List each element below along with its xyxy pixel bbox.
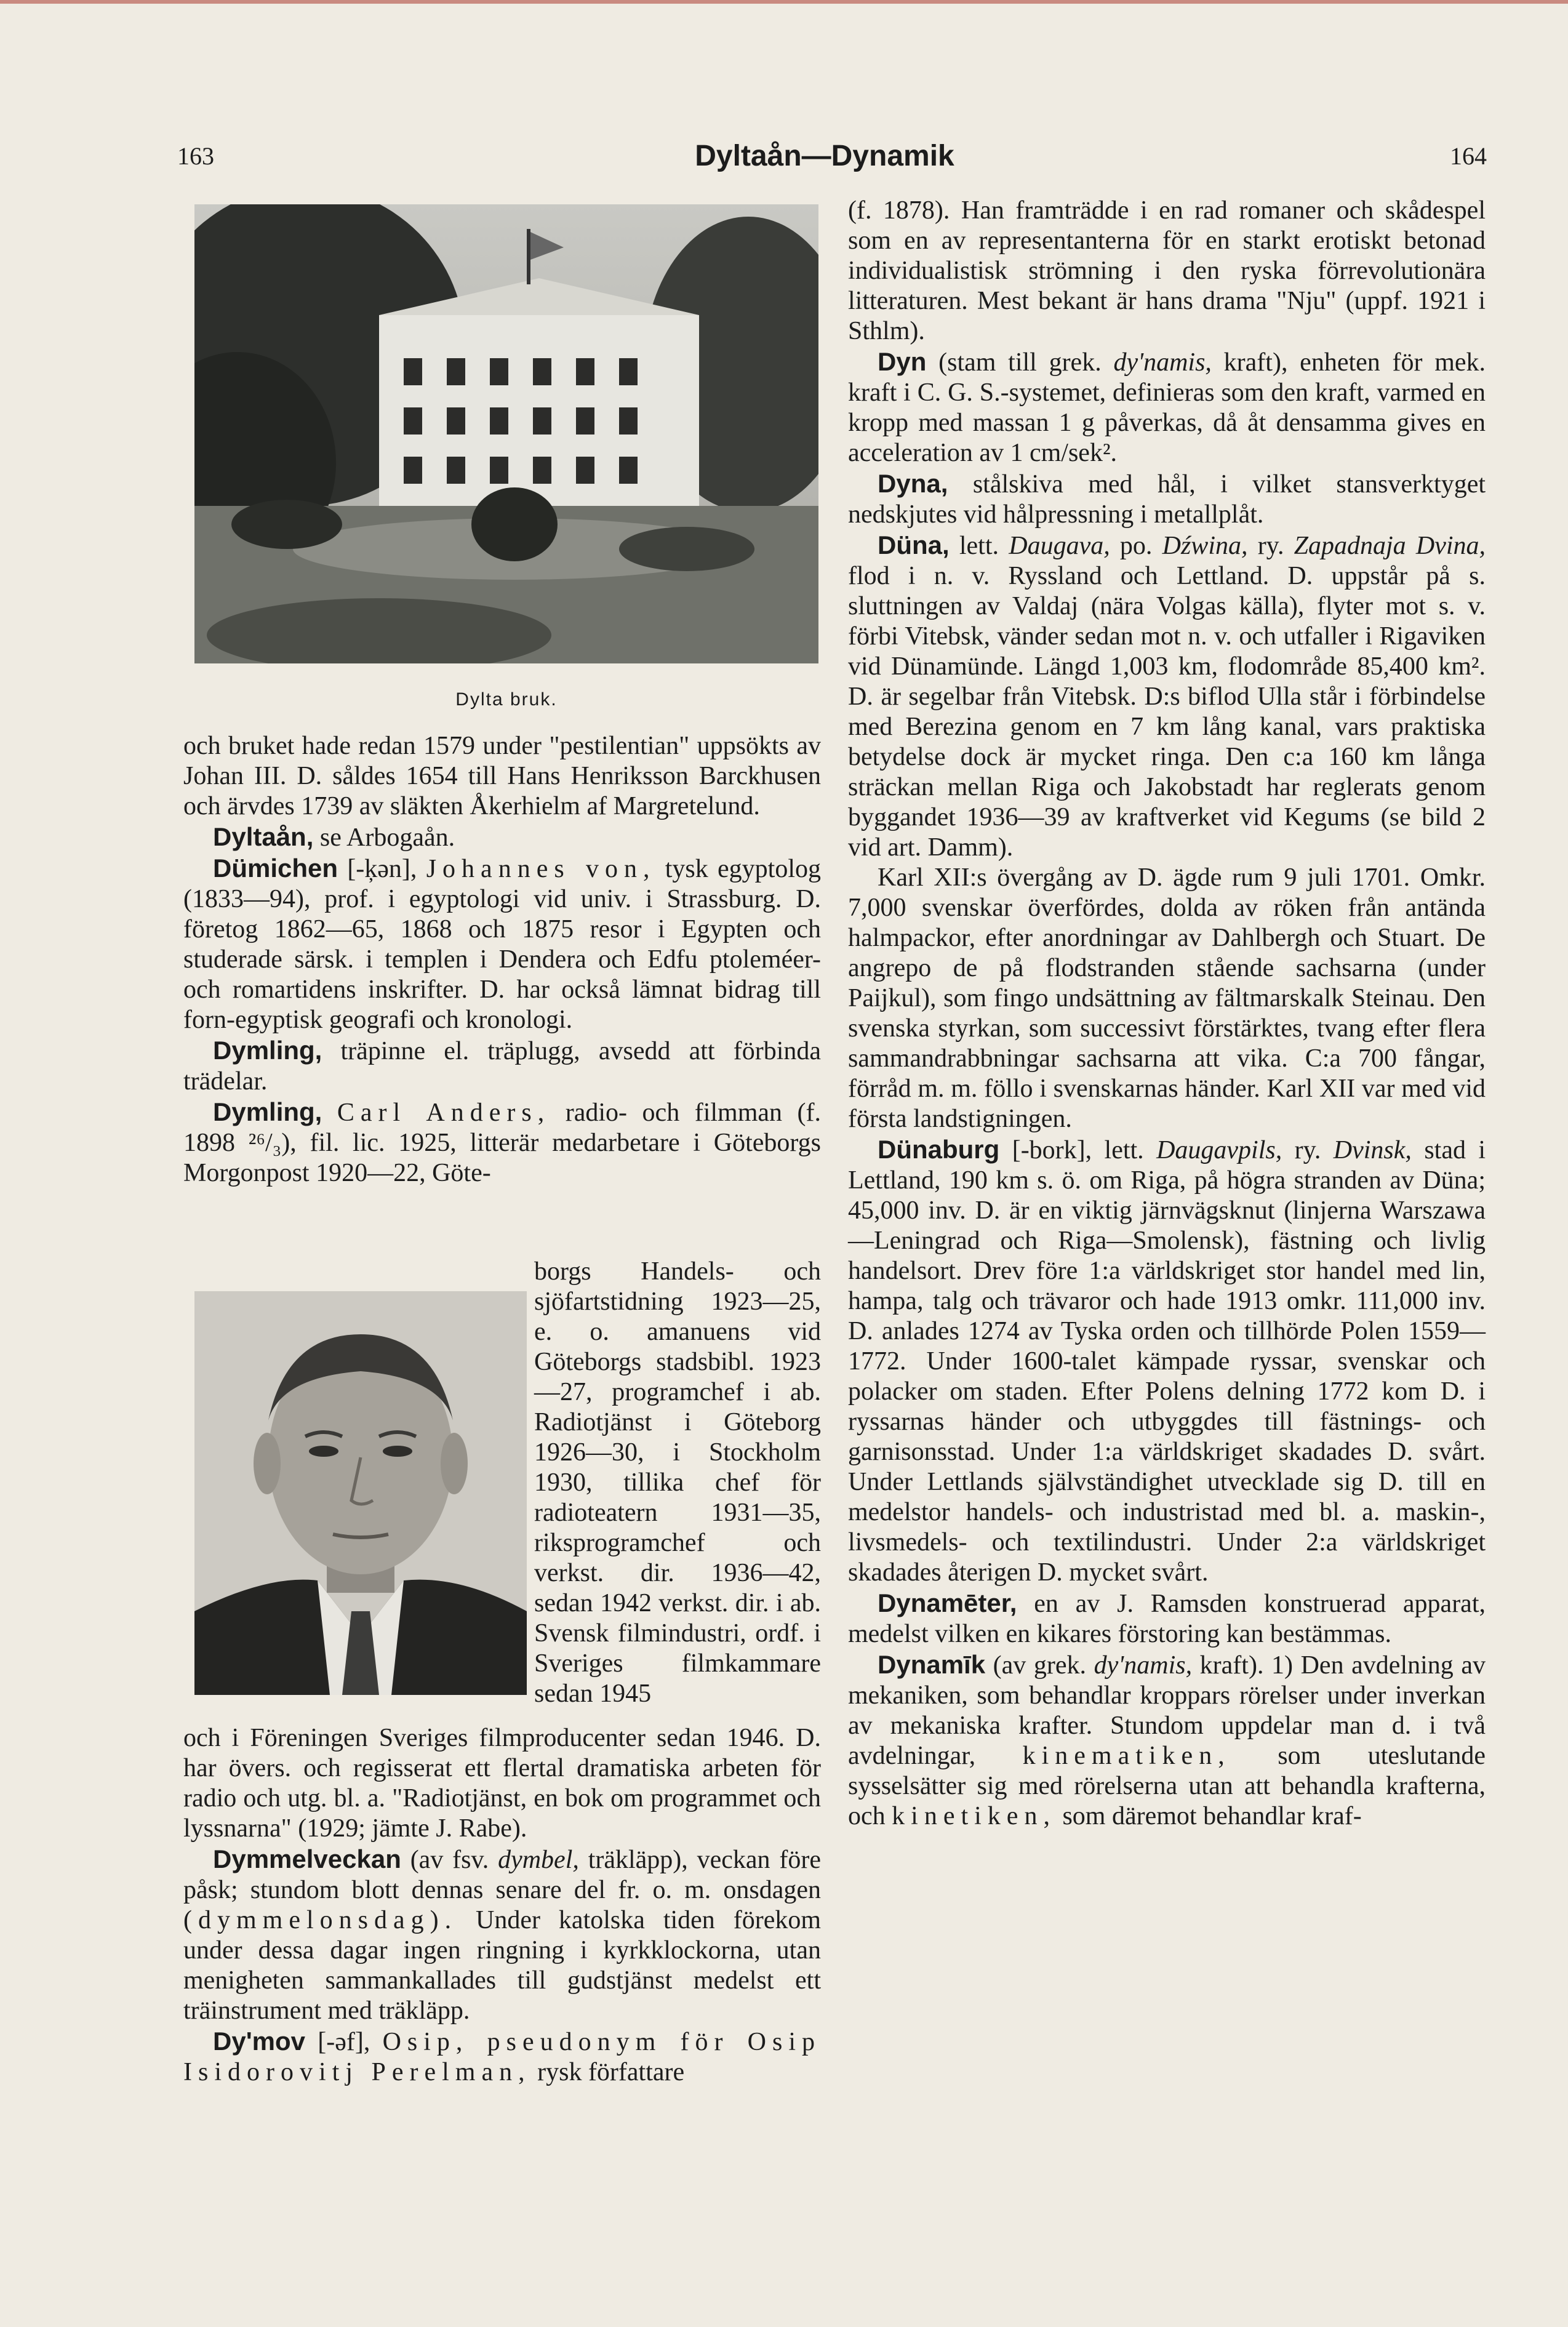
lemma-dyn: Dyn — [878, 347, 927, 376]
lemma-duna: Düna, — [878, 531, 950, 559]
entry-dymov — [183, 2026, 821, 2088]
entry-duna-text-c: ry. — [1257, 532, 1284, 560]
entry-dyltaan — [183, 822, 821, 853]
right-paragraph-dymov-cont: (f. 1878). Han framträdde i en rad romaner och skådespel som en av representanterna för en starkt erotiskt betonad individualistisk strömning i den ryska förrevolutionära litteraturen. Mest bekant är hans drama "Nju" (uppf. 1921 i Sthlm). — [848, 196, 1486, 345]
entry-dymling-1 — [183, 1035, 821, 1097]
page-edge — [0, 0, 1568, 4]
name-dymov: Osip, pseudonym för Osip Isidorovitj Perelman, — [183, 2028, 822, 2086]
entry-dynamik-text-d: som däremot behandlar kraf- — [1062, 1802, 1362, 1830]
portrait-illustration — [194, 1291, 527, 1695]
lemma-dynamik: Dynamīk — [878, 1650, 986, 1679]
manor-illustration — [194, 204, 818, 663]
entry-dynamik-text-a: (av grek. — [993, 1651, 1087, 1680]
running-head: Dyltaån—Dynamik — [695, 140, 954, 172]
left-column-wrap — [534, 1257, 821, 1709]
lemma-dyna: Dyna, — [878, 469, 948, 498]
pronunciation-dymov: [-əf], — [318, 2028, 370, 2056]
entry-duna-italic-a: Daugava, — [1009, 532, 1110, 560]
pronunciation-dumichen: [-ķən], — [347, 855, 417, 883]
entry-dynamik-text-c: som uteslutande sysselsätter sig med rörelserna utan att behandla krafterna, och — [848, 1742, 1486, 1830]
paragraph-karl-xii: Karl XII:s övergång av D. ägde rum 9 juli 1701. Omkr. 7,000 svenskar överfördes, dolda av röken från antända halmpackor, efter anordningar av Dahlbergh och Stuart. De angrepo de på flodstranden stående sachsarna (under Paijkul), som fingo undsättning av fältmarskalk Steinau. Den svenska styrkan, som successivt förstärktes, tvang efter flera sammandrabbningar sachsarna att vika. C:a 700 fångar, förråd m. m. föllo i svenskarnas händer. Karl XII var med vid första landstigningen. — [848, 863, 1486, 1133]
entry-dymling-2-text-a: radio- och filmman (f. 1898 ²⁶/₃), fil. lic. 1925, litterär medarbetare i Göteborgs Morgonpost 1920—22, Göte- — [183, 1099, 822, 1187]
entry-dynameter — [848, 1588, 1486, 1649]
entry-dunaburg-text-a: [-bork], lett. — [1012, 1136, 1144, 1164]
entry-dyltaan-text: se Arbogaån. — [319, 823, 455, 852]
lemma-dymov: Dy'mov — [213, 2027, 306, 2056]
entry-dynameter-text: en av J. Ramsden konstruerad apparat, medelst vilken en kikares förstoring kan bestämmas. — [848, 1590, 1486, 1648]
figure-caption: Dylta bruk. — [455, 689, 558, 710]
dylta-bruk-photo — [194, 204, 818, 663]
entry-dunaburg-italic-b: Dvinsk, — [1333, 1136, 1412, 1164]
entry-dunaburg-text-b: ry. — [1294, 1136, 1321, 1164]
entry-dumichen-text: tysk egyptolog (1833—94), prof. i egyptologi vid univ. i Strassburg. D. företog 1862—65, 1868 och 1875 resor i Egypten och studerade särsk. i templen i Dendera och Edfu ptoleméer- och romartidens inskrifter. D. har också lämnat bidrag till forn-egyptisk geografi och kronologi. — [183, 855, 822, 1034]
left-paragraph-dylta: och bruket hade redan 1579 under "pestilentian" uppsökts av Johan III. D. såldes 1654 till Hans Henriksson Barckhusen och ärvdes 1739 av släkten Åkerhielm af Margretelund. — [183, 732, 821, 820]
entry-duna-text-b: po. — [1119, 532, 1153, 560]
left-column-bottom — [183, 1723, 821, 2088]
right-column — [848, 196, 1486, 1832]
entry-dymov-text: rysk författare — [537, 2058, 685, 2086]
entry-dymling-1-text: träpinne el. träplugg, avsedd att förbinda trädelar. — [183, 1037, 822, 1095]
entry-dymmelveckan-italic: dymbel, — [498, 1846, 579, 1874]
lemma-dumichen: Dümichen — [213, 854, 338, 883]
entry-dunaburg — [848, 1134, 1486, 1588]
entry-dynamik-text-b: kraft). 1) Den avdelning av mekaniken, som behandlar kroppars rörelser under inverkan av mekaniska krafter. Stundom uppdelar man d. i två avdelningar, — [848, 1651, 1486, 1770]
name-dumichen: Johannes von, — [426, 855, 656, 883]
entry-dynamik-spaced-b: kinetiken, — [892, 1802, 1056, 1830]
lemma-dymmelveckan: Dymmelveckan — [213, 1844, 401, 1873]
entry-dymling-2 — [183, 1097, 821, 1188]
entry-dyn — [848, 346, 1486, 468]
entry-duna-text-d: flod i n. v. Ryssland och Lettland. D. uppstår på s. sluttningen av Valdaj (nära Volgas källa), flyter mot s. v. förbi Vitebsk, vänder sedan mot n. v. och utfaller i Rigaviken vid Dünamünde. Längd 1,003 km, flodområde 85,400 km². D. är segelbar från Vitebsk. D:s biflod Ulla står i förbindelse med Berezina genom en 7 km lång kanal, vars praktiska betydelse dock är mycket ringa. Den c:a 160 km långa sträckan mellan Riga och Jakobstadt har reglerats genom byggandet 1936—39 av kraftverket vid Kegums (se bild 2 vid art. Damm). — [848, 562, 1486, 862]
entry-dynamik — [848, 1649, 1486, 1832]
lemma-dunaburg: Dünaburg — [878, 1135, 1000, 1164]
entry-dunaburg-text-c: stad i Lettland, 190 km s. ö. om Riga, på högra stranden av Düna; 45,000 inv. D. är en viktig järnvägsknut (linjerna Warszawa—Leningrad och Riga—Smolensk), fästning och livlig handelsort. Drev före 1:a världskriget stor handel med lin, hampa, talg och trävaror och hade 1913 omkr. 111,000 inv. D. anlades 1274 av Tyska orden och tillhörde Polen 1559—1772. Under 1600-talet kämpade ryssar, svenskar och polacker om staden. Efter Polens delning 1772 kom D. i ryssarnas händer och utbyggdes till fästnings- och garnisonsstad. Under 1:a världskriget skadades D. svårt. Under Lettlands självständighet utvecklade sig D. till en medelstor handels- och industristad med bl. a. maskin-, livsmedels- och textilindustri. Under 2:a världskriget skadades återigen D. mycket svårt. — [848, 1136, 1486, 1587]
entry-dumichen — [183, 853, 821, 1035]
entry-dynamik-italic: dy'namis, — [1094, 1651, 1193, 1680]
entry-dymling-2-text-b: borgs Handels- och sjöfartstidning 1923—25, e. o. amanuens vid Göteborgs stadsbibl. 1923—27, programchef i ab. Radiotjänst i Göteborg 1926—30, i Stockholm 1930, tillika chef för radioteatern 1931—35, riksprogramchef och verkst. dir. 1936—42, sedan 1942 verkst. dir. i ab. Svensk filmindustri, ordf. i Sveriges filmkammare sedan 1945 — [534, 1257, 821, 1708]
page-number-right: 164 — [1450, 142, 1487, 170]
lemma-dymling-1: Dymling, — [213, 1036, 322, 1065]
entry-dymmelveckan — [183, 1844, 821, 2026]
entry-dymling-2-text-c: och i Föreningen Sveriges filmproducenter sedan 1946. D. har övers. och regisserat ett flertal dramatiska arbeten för radio och utg. bl. a. "Radiotjänst, en bok om programmet och lyssnarna" (1929; jämte J. Rabe). — [183, 1724, 821, 1843]
lemma-dynameter: Dynamēter, — [878, 1588, 1017, 1617]
entry-dyn-italic: dy'namis, — [1113, 348, 1212, 377]
entry-duna-italic-c: Zapadnaja Dvina, — [1294, 532, 1486, 560]
lemma-dymling-2: Dymling, — [213, 1097, 322, 1126]
entry-dynamik-spaced-a: kinematiken, — [1022, 1742, 1231, 1770]
entry-duna-text-a: lett. — [959, 532, 999, 560]
entry-dyna-text: stålskiva med hål, i vilket stansverktyget nedskjutes vid hålpressning i metallplåt. — [848, 470, 1486, 529]
entry-duna — [848, 530, 1486, 863]
portrait-photo — [194, 1291, 527, 1695]
page-number-left: 163 — [177, 142, 214, 170]
name-dymling: Carl Anders, — [337, 1099, 551, 1127]
entry-dymmelveckan-text-a: (av fsv. — [410, 1846, 489, 1874]
entry-dyn-text-a: (stam till grek. — [938, 348, 1102, 377]
entry-dymmelveckan-spaced: (dymmelonsdag). — [183, 1906, 458, 1934]
entry-dymmelveckan-text-b: träkläpp), veckan före påsk; stundom blott dennas senare del fr. o. m. onsdagen — [183, 1846, 821, 1904]
entry-dyn-text-b: kraft), enheten för mek. kraft i C. G. S.-systemet, definieras som den kraft, varmed en kropp med massan 1 g påverkas, då åt densamma gives en acceleration av 1 cm/sek². — [848, 348, 1486, 467]
lemma-dyltaan: Dyltaån, — [213, 822, 314, 851]
entry-duna-italic-b: Dźwina, — [1162, 532, 1248, 560]
entry-dymmelveckan-text-c: Under katolska tiden förekom under dessa dagar ingen ringning i kyrkklockorna, utan menigheten sammankallades till gudstjänst medelst ett träinstrument med träkläpp. — [183, 1906, 822, 2025]
left-column — [183, 731, 821, 1188]
entry-dunaburg-italic-a: Daugavpils, — [1156, 1136, 1282, 1164]
entry-dyna — [848, 468, 1486, 530]
